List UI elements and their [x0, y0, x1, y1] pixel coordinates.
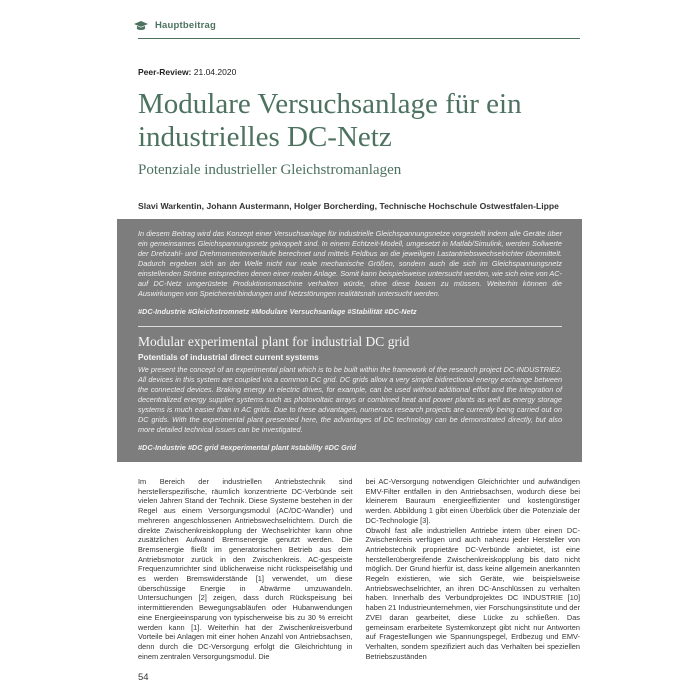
article-subtitle: Potenziale industrieller Gleichstromanlagen — [138, 162, 402, 178]
authors-line: Slavi Warkentin, Johann Austermann, Holger Borcherding, Technische Hochschule Ostwestfalen-Lippe — [138, 201, 559, 211]
article-title: Modulare Versuchsanlage für ein industrielles DC-Netz — [138, 88, 522, 153]
peer-review-label: Peer-Review: — [138, 67, 192, 77]
body-paragraph: bei AC-Versorgung notwendigen Gleichrichter und aufwändigen EMV-Filter entfallen in den Antriebsachsen, wodurch diese bei kleinerem Bauraum energieeffizienter und kostengünstiger werden. Abbildung 1 gibt einen Überblick über die Potenziale der DC-Technologie [3]. — [365, 477, 580, 525]
article-content — [117, 0, 582, 661]
abstract-english-subtitle: Potentials of industrial direct current systems — [138, 352, 319, 362]
page-number: 54 — [138, 672, 149, 683]
abstract-english-title: Modular experimental plant for industrial DC grid — [138, 334, 410, 349]
abstract-english-hashtags: #DC-Industrie #DC grid #experimental plant #stability #DC Grid — [138, 443, 357, 452]
abstract-german-text: In diesem Beitrag wird das Konzept einer Versuchsanlage für industrielle Gleichspannungsnetze vorgestellt indem alle Geräte über ein gemeinsames Gleichspannungsnetz gekoppelt sind. In einem Echtzeit-Modell, umgesetzt in Matlab/Simulink, werden Sollwerte der Drehzahl- und Drehmomentenverläufe berechnet und mittels Feldbus an die jeweiligen Lastantriebswechselrichter übermittelt. Dadurch ergeben sich an der Welle nicht nur reale mechanische Größen, sondern auch die sich im Gleichspannungsnetz einstellenden Ströme entsprechen denen einer realen Anlage. Somit kann beispielsweise untersucht werden, wie sich eine von AC- auf DC-Netz umgerüstete Produktionsmaschine verhalten würde, ohne diese bauen zu müssen. Weiterhin können die Auswirkungen von Speichereinbindungen und Netzstörungen realitätsnah untersucht werden. — [138, 229, 562, 298]
body-column-left — [138, 477, 353, 661]
abstract-german-hashtags: #DC-Industrie #Gleichstromnetz #Modulare Versuchsanlage #Stabilität #DC-Netz — [138, 307, 417, 316]
body-paragraph: Im Bereich der industriellen Antriebstechnik sind herstellerspezifische, räumlich konzentrierte DC-Verbünde seit vielen Jahren Stand der Technik. Diese Systeme bestehen in der Regel aus einem Versorgungsmodul (AC/DC-Wandler) und mehreren angeschlossenen Antriebswechselrichtern. Durch die direkte Zwischenkreiskopplung der Wechselrichter kann ohne zusätzlichen Aufwand Bremsenergie genutzt werden. Die Bremsenergie fließt im generatorischen Betrieb aus dem Antriebsmotor zurück in den Zwischenkreis. AC-gespeiste Frequenzumrichter sind üblicherweise nicht rückspeisefähig und es werden Bremswiderstände [1] verwendet, um diese überschüssige Energie in Abwärme umzuwandeln. Untersuchungen [2] zeigen, dass durch Rückspeisung bei intermittierenden Bewegungsabläufen oder Hubanwendungen eine Energieeinsparung von typischerweise bis zu 30 % erreicht werden kann [1]. Weiterhin hat der Zwischenkreisverbund Vorteile bei Anlagen mit einer hohen Anzahl von Antriebsachsen, denn durch die DC-Versorgung erfolgt die Gleichrichtung in einem zentralen Versorgungsmodul. Die — [138, 477, 353, 661]
body-paragraph: Obwohl fast alle industriellen Antriebe intern über einen DC-Zwischenkreis verfügen und auch nahezu jeder Hersteller von Antriebstechnik proprietäre DC-Verbünde anbietet, ist eine herstellerübergreifende Zwischenkreiskopplung bis dato nicht möglich. Der Grund hierfür ist, dass keine allgemein anerkannten Regeln existieren, wie sich Geräte, wie beispielsweise Antriebswechselrichter, an ihren DC-Anschlüssen zu verhalten haben. Innerhalb des Verbundprojektes DC INDUSTRIE [10] haben 21 Industrieunternehmen, vier Forschungsinstitute und der ZVEI daran gearbeitet, diese Lücke zu schließen. Das gemeinsam erarbeitete Systemkonzept gibt nicht nur Antworten auf Fragestellungen wie Spannungspegel, Erdbezug und EMV-Verhalten, sondern spezifiziert auch das Verhalten bei speziellen Betriebszuständen — [365, 525, 580, 661]
peer-review-line — [138, 67, 580, 77]
category-header — [134, 20, 580, 31]
peer-review-date: 21.04.2020 — [193, 67, 237, 77]
abstract-box — [117, 219, 582, 462]
abstract-divider — [138, 326, 562, 327]
header-rule — [138, 38, 580, 39]
graduation-cap-icon — [134, 21, 148, 31]
abstract-english-text: We present the concept of an experimental plant which is to be built within the framework of the research project DC-INDUSTRIE2. All devices in this system are coupled via a common DC grid. DC grids allow a very simple bidirectional energy exchange between the connected devices. Braking energy in electric drives, for example, can be used without additional effort and the integration of decentralized energy supplier systems such as photovoltaic arrays or combined heat and power plants as well as energy storage systems is much easier than in AC grids. Due to these advantages, numerous research projects are currently being carried out on DC grids. With the experimental plant presented here, the advantages of DC technology can be demonstrated directly, but also more detailed technical issues can be investigated. — [138, 365, 562, 434]
body-column-right — [366, 477, 581, 661]
body-columns — [138, 477, 580, 661]
category-label: Hauptbeitrag — [155, 20, 216, 31]
